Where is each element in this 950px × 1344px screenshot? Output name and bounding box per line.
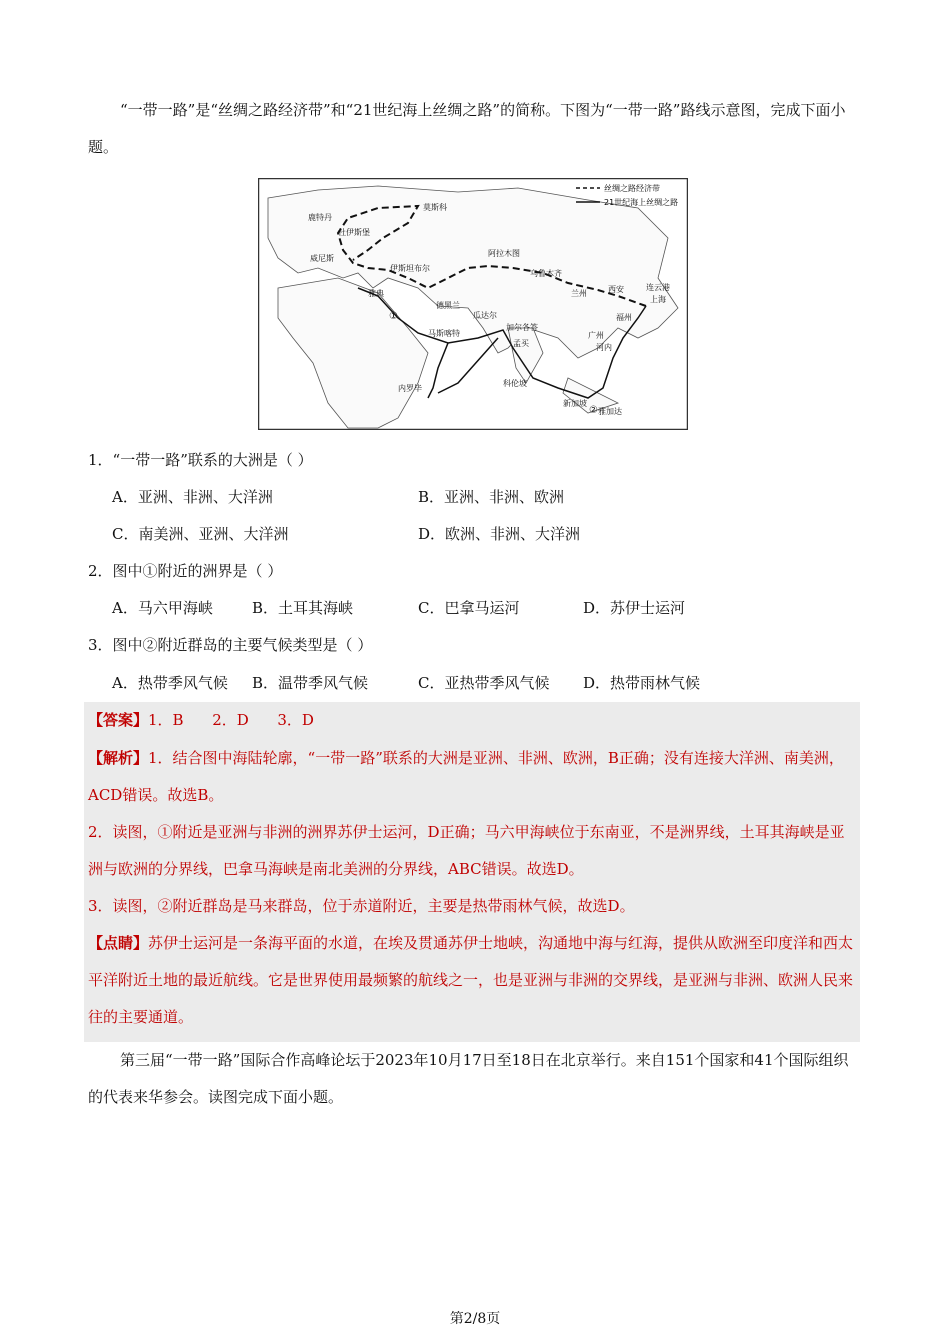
tip-text: 苏伊士运河是一条海平面的水道，在埃及贯通苏伊士地峡，沟通地中海与红海，提供从欧洲至印度洋和西太平洋附近土地的最近航线。它是世界使用最频繁的航线之一，也是亚洲与非洲的交界线，是亚洲与非洲、欧洲人民来往的主要通道。 bbox=[88, 934, 854, 1026]
city-label: 河内 bbox=[596, 343, 612, 352]
city-label: 伊斯坦布尔 bbox=[390, 264, 430, 273]
city-label: 威尼斯 bbox=[310, 254, 334, 263]
question-2-stem: 2．图中①附近的洲界是（ ） bbox=[88, 562, 283, 580]
tip bbox=[88, 925, 858, 1036]
analysis-3: 3．读图，②附近群岛是马来群岛，位于赤道附近，主要是热带雨林气候，故选D。 bbox=[88, 897, 635, 915]
marker-2: ② bbox=[589, 405, 598, 416]
city-label: 内罗毕 bbox=[398, 384, 422, 393]
question-1-stem: 1．“一带一路”联系的大洲是（ ） bbox=[88, 451, 313, 469]
city-label: 莫斯科 bbox=[423, 203, 447, 212]
city-label: 加尔各答 bbox=[506, 323, 538, 332]
city-label: 马斯喀特 bbox=[428, 329, 460, 338]
question-3-option-c: C．亚热带季风气候 bbox=[418, 674, 550, 692]
city-label: 杜伊斯堡 bbox=[338, 228, 370, 237]
question-3-option-b: B．温带季风气候 bbox=[252, 674, 369, 692]
city-label: 连云港 bbox=[646, 283, 670, 292]
analysis-2: 2．读图，①附近是亚洲与非洲的洲界苏伊士运河，D正确；马六甲海峡位于东南亚，不是洲界线，土耳其海峡是亚洲与欧洲的分界线，巴拿马海峡是南北美洲的分界线，ABC错误。故选D。 bbox=[88, 823, 845, 878]
analysis-1-text: 1．结合图中海陆轮廓，“一带一路”联系的大洲是亚洲、非洲、欧洲，B正确；没有连接大洋洲、南美洲，ACD错误。故选B。 bbox=[88, 749, 844, 804]
city-label: 孟买 bbox=[513, 339, 529, 348]
question-3-option-a: A．热带季风气候 bbox=[112, 674, 228, 692]
question-1-option-c: C．南美洲、亚洲、大洋洲 bbox=[112, 525, 289, 543]
city-label: 阿拉木图 bbox=[488, 249, 520, 258]
question-1-option-d: D．欧洲、非洲、大洋洲 bbox=[418, 525, 581, 543]
belt-and-road-map bbox=[258, 178, 688, 430]
intro-paragraph: “一带一路”是“丝绸之路经济带”和“21世纪海上丝绸之路”的简称。下图为“一带一路”路线示意图，完成下面小题。 bbox=[88, 101, 846, 156]
city-label: 德黑兰 bbox=[436, 301, 460, 310]
question-2-option-a: A．马六甲海峡 bbox=[112, 599, 213, 617]
legend-land-label: 丝绸之路经济带 bbox=[604, 184, 660, 193]
next-intro-paragraph: 第三届“一带一路”国际合作高峰论坛于2023年10月17日至18日在北京举行。来自151个国家和41个国际组织的代表来华参会。读图完成下面小题。 bbox=[88, 1051, 849, 1106]
marker-1: ① bbox=[389, 311, 398, 322]
city-label: 雅典 bbox=[368, 289, 384, 298]
city-label: 雅加达 bbox=[598, 407, 622, 416]
city-label: 福州 bbox=[616, 313, 632, 322]
question-2-option-d: D．苏伊士运河 bbox=[583, 599, 686, 617]
city-label: 新加坡 bbox=[563, 399, 587, 408]
city-label: 科伦坡 bbox=[503, 379, 527, 388]
city-label: 兰州 bbox=[571, 289, 587, 298]
analysis-tag: 【解析】 bbox=[88, 749, 149, 767]
question-3-option-d: D．热带雨林气候 bbox=[583, 674, 701, 692]
city-label: 乌鲁木齐 bbox=[530, 269, 562, 278]
city-label: 广州 bbox=[588, 331, 604, 340]
question-2-option-c: C．巴拿马运河 bbox=[418, 599, 520, 617]
page-number: 第2/8页 bbox=[449, 1311, 501, 1327]
city-label: 瓜达尔 bbox=[473, 311, 497, 320]
question-2-option-b: B．土耳其海峡 bbox=[252, 599, 354, 617]
tip-tag: 【点睛】 bbox=[88, 934, 149, 952]
answer-tag: 【答案】 bbox=[88, 711, 149, 729]
city-label: 上海 bbox=[650, 295, 666, 304]
city-label: 鹿特丹 bbox=[308, 213, 332, 222]
legend-sea-label: 21世纪海上丝绸之路 bbox=[604, 198, 679, 207]
question-1-option-a: A．亚洲、非洲、大洋洲 bbox=[112, 488, 273, 506]
question-1-option-b: B．亚洲、非洲、欧洲 bbox=[418, 488, 565, 506]
answer-line bbox=[88, 702, 858, 739]
question-3-stem: 3．图中②附近群岛的主要气候类型是（ ） bbox=[88, 636, 373, 654]
analysis-1 bbox=[88, 740, 858, 814]
answer-text: 1．B 2．D 3．D bbox=[148, 711, 314, 729]
city-label: 西安 bbox=[608, 285, 624, 294]
